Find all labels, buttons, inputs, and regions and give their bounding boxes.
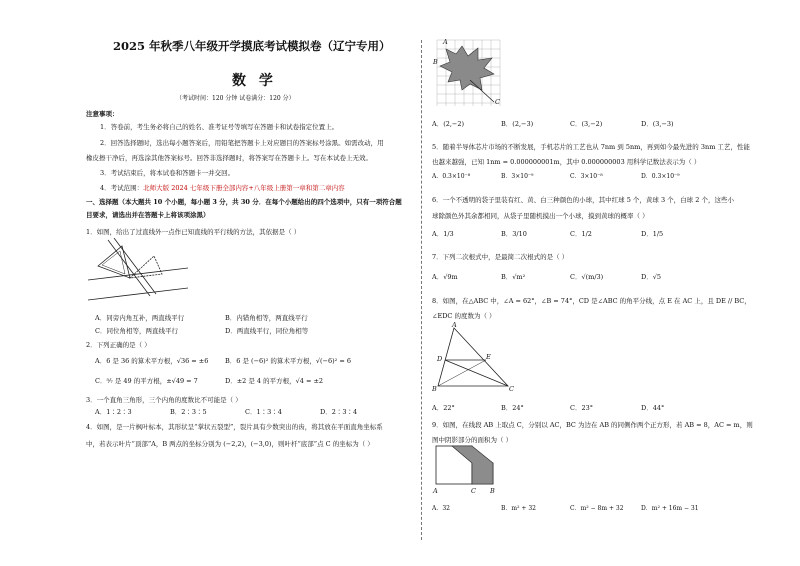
q1-figure-set-square: [88, 238, 188, 304]
q9-stem-2: 图中阴影部分的面积为（ ）: [432, 436, 513, 444]
q7-option-a[interactable]: A．√9m: [432, 273, 458, 281]
notice-heading: 注意事项：: [86, 110, 119, 118]
q7-option-d[interactable]: D．√5: [641, 273, 661, 281]
tri-label-e: E: [486, 353, 491, 361]
q8-option-b[interactable]: B．24°: [501, 404, 524, 412]
q5-stem-2: 也越来越强，已知 1nm = 0.000000001m，其中 0.000000003 用科学记数法表示为（ ）: [432, 158, 701, 166]
q9-figure-squares: [432, 443, 502, 488]
notice-item-4-label: 4．考试范围：: [100, 184, 144, 192]
q2-stem: 2．下列正确的是（ ）: [86, 341, 151, 349]
q5-stem-1: 5．随着半导体芯片市场的不断发展，手机芯片的工艺也从 7nm 到 5nm，再到如今最先进的 3nm 工艺，性能: [432, 143, 750, 151]
q2-option-a[interactable]: A．6 是 36 的算术平方根，√36 = ±6: [95, 357, 209, 365]
q4-option-d[interactable]: D．(3,−3): [641, 120, 674, 128]
q4-stem-1: 4．如图，是一片枫叶标本，其形状呈“掌状五裂型”，裂片具有少数突出的齿，将其放在平面直角坐标系: [86, 423, 383, 431]
q5-option-d[interactable]: D．0.3×10⁻⁹: [641, 173, 680, 180]
sq-label-c: C: [471, 487, 476, 495]
q2-option-d[interactable]: D．±2 是 4 的平方根，√4 = ±2: [225, 377, 324, 385]
q8-stem-2: ∠EDC 的度数为（ ）: [432, 312, 496, 320]
q6-option-b[interactable]: B．3/10: [501, 230, 527, 238]
q4-option-c[interactable]: C．(3,−2): [570, 120, 603, 128]
q9-stem-1: 9．如图，在线段 AB 上取点 C，分别以 AC，BC 为边在 AB 的同侧作两个正方形，若 AB = 8，AC = m，则: [432, 421, 753, 429]
q9-option-a[interactable]: A．32: [432, 505, 450, 512]
leaf-label-a: A: [443, 38, 448, 46]
q9-option-d[interactable]: D．m² + 16m − 31: [641, 505, 699, 512]
q4-figure-maple-leaf: [432, 38, 512, 108]
tri-label-d: D: [437, 355, 443, 363]
notice-item-3: 3．考试结束后，将本试卷和答题卡一并交回。: [100, 169, 235, 177]
column-divider: [421, 40, 422, 540]
q1-option-d[interactable]: D．两直线平行，同位角相等: [225, 327, 309, 335]
q1-option-a[interactable]: A．同旁内角互补，两直线平行: [95, 314, 185, 322]
tri-label-a: A: [452, 321, 457, 329]
q2-option-b[interactable]: B．6 是 (−6)² 的算术平方根，√(−6)² = 6: [225, 357, 351, 365]
q3-option-b[interactable]: B．2∶3∶5: [170, 408, 207, 416]
q6-stem-2: 球除颜色外其余都相同，从袋子里随机摸出一个小球，摸到黄球的概率（ ）: [432, 212, 649, 220]
q8-figure-triangle: [432, 322, 522, 394]
notice-item-4: [100, 184, 345, 193]
q5-option-b[interactable]: B．3×10⁻⁹: [501, 173, 534, 180]
section1-heading-cont: 目要求，请选出并在答题卡上将该项涂黑）: [86, 211, 210, 219]
q5-option-a[interactable]: A．0.3×10⁻⁸: [432, 173, 471, 180]
q5-option-c[interactable]: C．3×10⁻⁸: [570, 173, 603, 180]
leaf-label-b: B: [433, 58, 438, 66]
q8-option-d[interactable]: D．44°: [641, 404, 665, 412]
exam-info: （考试时间：120 分钟 试卷满分：120 分）: [176, 95, 295, 102]
notice-item-2: 2．回答选择题时，选出每小题答案后，用铅笔把答题卡上对应题目的答案标号涂黑。如需改动，用: [100, 139, 384, 147]
q7-stem: 7．下列二次根式中，是最简二次根式的是（ ）: [432, 253, 569, 261]
section1-heading: 一、选择题（本大题共 10 个小题，每小题 3 分，共 30 分．在每个小题给出的四个选项中，只有一项符合题: [86, 198, 402, 206]
q1-stem: 1．如图，给出了过直线外一点作已知直线的平行线的方法，其依据是（ ）: [86, 228, 301, 236]
tri-label-b: B: [432, 385, 437, 393]
q9-option-b[interactable]: B．m² + 32: [501, 505, 536, 512]
notice-item-2-cont: 橡皮擦干净后，再选涂其他答案标号。回答非选择题时，将答案写在答题卡上。写在本试卷上无效。: [86, 154, 372, 162]
q4-option-b[interactable]: B．(2,−3): [501, 120, 534, 128]
q3-option-a[interactable]: A．1∶2∶3: [95, 408, 132, 416]
q6-stem-1: 6．一个不透明的袋子里装有红、黄、白三种颜色的小球，其中红球 5 个，黄球 3 个，白球 2 个，这些小: [432, 196, 734, 204]
q1-option-b[interactable]: B．内错角相等，两直线平行: [225, 314, 308, 322]
q8-stem-1: 8．如图，在△ABC 中，∠A = 62°，∠B = 74°，CD 是∠ABC 的角平分线，点 E 在 AC 上，且 DE // BC，: [432, 297, 751, 305]
q6-option-c[interactable]: C．1/2: [570, 230, 592, 238]
q1-option-c[interactable]: C．同位角相等，两直线平行: [95, 327, 178, 335]
sq-label-a: A: [433, 487, 438, 495]
q7-option-c[interactable]: C．√(m/3): [570, 273, 604, 281]
leaf-label-c: C: [495, 98, 500, 106]
q3-stem: 3．一个直角三角形，三个内角的度数比不可能是（ ）: [86, 396, 242, 404]
q3-option-c[interactable]: C．1∶3∶4: [245, 408, 282, 416]
sq-label-b: B: [490, 487, 495, 495]
q7-option-b[interactable]: B．√m²: [501, 273, 526, 281]
exam-scope: 北师大版 2024 七年级下册全部内容+八年级上册第一章和第二章内容: [143, 184, 345, 192]
q8-option-c[interactable]: C．23°: [570, 404, 593, 412]
q3-option-d[interactable]: D．2∶3∶4: [320, 408, 358, 416]
q6-option-a[interactable]: A．1/3: [432, 230, 454, 238]
q8-option-a[interactable]: A．22°: [432, 404, 455, 412]
paper-title: 2025 年秋季八年级开学摸底考试模拟卷（辽宁专用）: [113, 39, 391, 53]
q4-stem-2: 中，若表示叶片“顶部”A，B 两点的坐标分别为 (−2,2)，(−3,0)，则叶杆“底部”点 C 的坐标为（ ）: [86, 440, 374, 448]
q9-option-c[interactable]: C．m² − 8m + 32: [570, 505, 624, 512]
tri-label-c: C: [509, 385, 514, 393]
q2-option-c[interactable]: C．⁵⁄₇ 是 49 的平方根，±√49 = 7: [95, 377, 198, 385]
subject-title: 数 学: [232, 73, 277, 89]
q6-option-d[interactable]: D．1/5: [641, 230, 664, 238]
notice-item-1: 1．答卷前，考生务必将自己的姓名、准考证号等填写在答题卡和试卷指定位置上。: [100, 123, 339, 131]
q4-option-a[interactable]: A．(2,−2): [432, 120, 465, 128]
